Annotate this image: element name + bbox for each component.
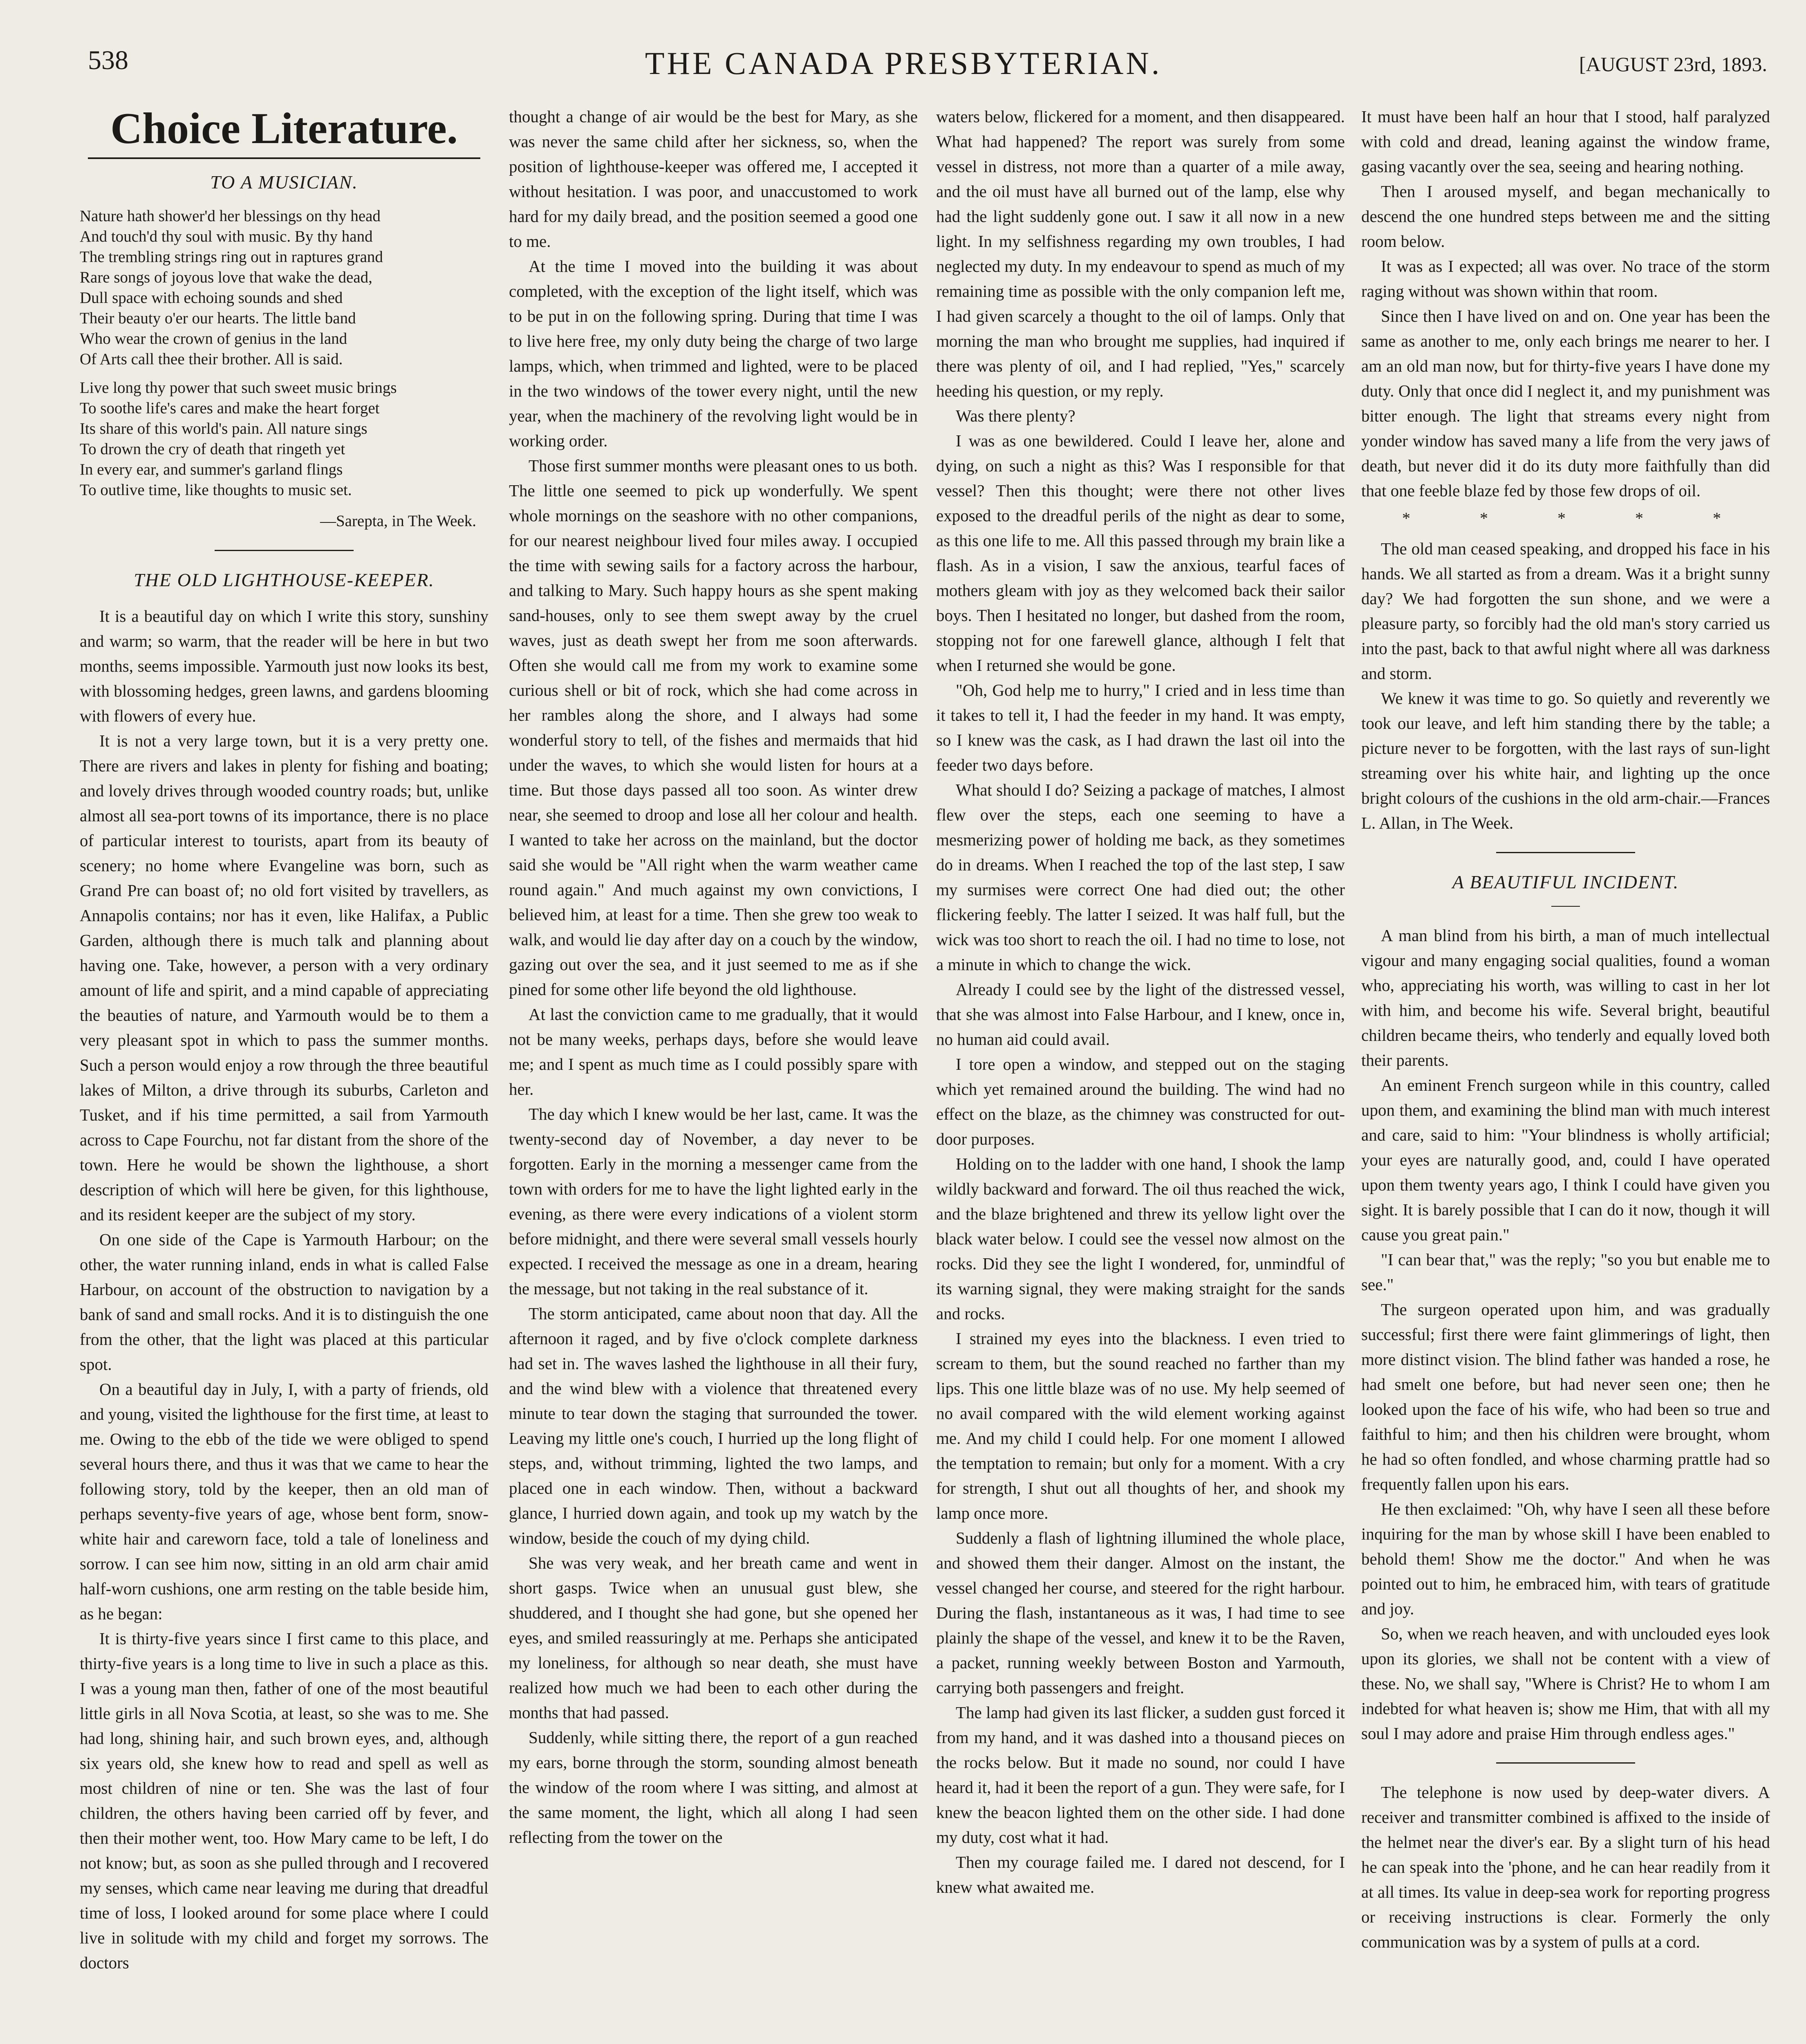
story-paragraph: Those first summer months were pleasant ones to us both. The little one seemed to pick up wonderfully. We spent whole mornings on the seashore with no other companions, for our nearest neighbour lived four miles away. I occupied the time with sewing sails for a factory across the harbour, and talking to Mary. Such happy hours as she spent making sand-houses, only to see them swept away by the cruel waves, just as death swept her from me soon afterwards. Often she would call me from my work to examine some curious shell or bit of rock, which she had come across in her rambles along the shore, and I always had some wonderful story to tell, of the fishes and mermaids that hid under the waves, to which she would listen for hours at a time. But those days passed all too soon. As winter drew near, she seemed to droop and lose all her colour and health. I wanted to take her across on the mainland, but the doctor said she would be "All right when the warm weather came round again." And much against my own convictions, I believed him, at least for a time. Then she grew too weak to walk, and would lie day after day on a couch by the window, gazing out over the sea, and it just seemed to me as if she pined for some other life beyond the old lighthouse.: [509, 456, 918, 999]
incident-paragraph: The surgeon operated upon him, and was gradually successful; first there were faint glimmerings of light, then more distinct vision. The blind father was handed a rose, he had smelt one before, but had never seen one; then he looked upon the face of his wife, who had been so true and faithful to him; and then his children were brought, whom he had so often fondled, and whose charming prattle had so frequently fallen upon his ears.: [1361, 1300, 1770, 1493]
incident-paragraph: An eminent French surgeon while in this country, called upon them, and examining the blind man with much interest and care, said to him: "Your blindness is wholly artificial; your eyes are naturally good, and, could I have operated upon them twenty years ago, I think I could have given you sight. It is barely possible that I can do it now, though it will cause you great pain.": [1361, 1076, 1770, 1244]
poem-attribution: —Sarepta, in The Week.: [320, 512, 476, 530]
poem-line: Its share of this world's pain. All nature sings: [80, 420, 367, 437]
story-paragraph: Already I could see by the light of the distressed vessel, that she was almost into False Harbour, and I knew, once in, no human aid could avail.: [936, 980, 1345, 1049]
page-number: 538: [88, 45, 128, 75]
poem-stanza: [80, 378, 488, 500]
story-paragraph: The lamp had given its last flicker, a sudden gust forced it from my hand, and it was dashed into a thousand pieces on the rocks below. But it made no sound, nor could I have heard it, had it been the report of a gun. They were safe, for I knew the beacon lighted them on the other side. I had done my duty, cost what it had.: [936, 1703, 1345, 1847]
story-paragraph: I was as one bewildered. Could I leave her, alone and dying, on such a night as this? Was I responsible for that vessel? Then this thought; were there not other lives exposed to the dreadful perils of the night as dear to some, as this one life to me. All this passed through my brain like a flash. As in a vision, I saw the anxious, tearful faces of mothers gleam with joy as they welcomed back their sailor boys. Then I hesitated no longer, but dashed from the room, stopping not for one farewell glance, although I felt that when I returned she would be gone.: [936, 431, 1345, 675]
story-paragraph: It is thirty-five years since I first came to this place, and thirty-five years is a long time to live in such a place as this. I was a young man then, father of one of the most beautiful little girls in all Nova Scotia, at least, so she was to me. She had long, shining hair, and such brown eyes, and, although six years old, she knew how to read and spell as well as most children of nine or ten. She was the last of four children, the others having been carried off by fever, and then their mother went, too. How Mary came to be left, I do not know; but, as soon as she pulled through and I recovered my senses, which came near leaving me during that dreadful time of loss, I looked around for some place where I could live in solitude with my child and forget my sorrows. The doctors: [80, 1629, 488, 1972]
section-break-stars: * * * * *: [1402, 509, 1754, 527]
story-paragraph: What should I do? Seizing a package of matches, I almost flew over the steps, each one seeming to have a mesmerizing power of holding me back, as they sometimes do in dreams. When I reached the top of the last step, I saw my surmises were correct One had died out; the other flickering feebly. The latter I seized. It was half full, but the wick was too short to reach the oil. I had no time to lose, not a minute in which to change the wick.: [936, 780, 1345, 974]
poem-line: Live long thy power that such sweet music brings: [80, 379, 397, 397]
poem-line: Who wear the crown of genius in the land: [80, 330, 347, 347]
poem-line: And touch'd thy soul with music. By thy hand: [80, 228, 373, 245]
story-paragraph: thought a change of air would be the best for Mary, as she was never the same child after her sickness, so, when the position of lighthouse-keeper was offered me, I accepted it without hesitation. I was poor, and unaccustomed to work hard for my daily bread, and the position seemed a good one to me.: [509, 107, 918, 251]
story-paragraph: On one side of the Cape is Yarmouth Harbour; on the other, the water running inland, ends in what is called False Harbour, on account of the obstruction to navigation by a bank of sand and small rocks. And it is to distinguish the one from the other, that the light was placed at this particular spot.: [80, 1230, 488, 1374]
incident-paragraph: "I can bear that," was the reply; "so you but enable me to see.": [1361, 1250, 1770, 1294]
story-paragraph: At last the conviction came to me gradually, that it would not be many weeks, perhaps days, before she would leave me; and I spent as much time as I could possibly spare with her.: [509, 1005, 918, 1098]
story-paragraph: The day which I knew would be her last, came. It was the twenty-second day of November, a day never to be forgotten. Early in the morning a messenger came from the town with orders for me to have the light lighted early in the evening, as there were every indications of a violent storm before midnight, and there were several small vessels hourly expected. I received the message as one in a dream, hearing the message, but not taking in the real substance of it.: [509, 1105, 918, 1298]
divider-rule: [1496, 1762, 1635, 1764]
story-paragraph: "Oh, God help me to hurry," I cried and in less time than it takes to tell it, I had the feeder in my hand. It was empty, so I knew was the cask, as I had drawn the last oil into the feeder two days before.: [936, 681, 1345, 774]
poem-line: Rare songs of joyous love that wake the dead,: [80, 269, 372, 286]
column-3: [936, 104, 1345, 2044]
story-paragraph: It must have been half an hour that I stood, half paralyzed with cold and dread, leaning against the window frame, gasing vacantly over the sea, seeing and hearing nothing.: [1361, 107, 1770, 176]
issue-date: [AUGUST 23rd, 1893.: [1579, 53, 1767, 76]
poem-line: In every ear, and summer's garland flings: [80, 461, 343, 478]
poem-line: The trembling strings ring out in raptures grand: [80, 248, 383, 266]
story-paragraph: I strained my eyes into the blackness. I even tried to scream to them, but the sound reached no farther than my lips. This one little blaze was of no use. My help seemed of no avail compared with the wild element working against me. And my child I could help. For one moment I allowed the temptation to remain; but only for a moment. With a cry for strength, I shut out all thoughts of her, and shook my lamp once more.: [936, 1329, 1345, 1522]
poem-title: TO A MUSICIAN.: [210, 172, 358, 193]
poem-line: To drown the cry of death that ringeth yet: [80, 440, 345, 458]
story-paragraph: It is not a very large town, but it is a very pretty one. There are rivers and lakes in plenty for fishing and boating; and lovely drives through wooded country roads; but, unlike almost all sea-port towns of its importance, there is no place of particular interest to tourists, apart from its beauty of scenery; no home where Evangeline was born, such as Grand Pre can boast of; no old fort visited by travellers, as Annapolis contains; nor has it even, like Halifax, a Public Garden, although there is much talk and planning about having one. Take, however, a person with a very ordinary amount of life and spirit, and a mind capable of appreciating the beauties of nature, and Yarmouth would be to them a very pleasant spot in which to pass the summer months. Such a person would enjoy a row through the three beautiful lakes of Milton, a drive through its suburbs, Carleton and Tusket, and if his time permitted, a sail from Yarmouth across to Cape Fourchu, not far distant from the shore of the town. Here he would be shown the lighthouse, a short description of which will here be given, for this lighthouse, and its resident keeper are the subject of my story.: [80, 731, 488, 1224]
story-paragraph: Suddenly a flash of lightning illumined the whole place, and showed them their danger. Almost on the instant, the vessel changed her course, and steered for the right harbour. During the flash, instantaneous as it was, I had time to see plainly the shape of the vessel, and knew it to be the Raven, a packet, running weekly between Boston and Yarmouth, carrying both passengers and freight.: [936, 1529, 1345, 1697]
story-paragraph: Suddenly, while sitting there, the report of a gun reached my ears, borne through the storm, sounding almost beneath the window of the room where I was sitting, and almost at the same moment, the light, which all along I had seen reflecting from the tower on the: [509, 1728, 918, 1847]
poem-line: To soothe life's cares and make the heart forget: [80, 399, 380, 417]
story-paragraph: Since then I have lived on and on. One year has been the same as another to me, only each brings me nearer to her. I am an old man now, but for thirty-five years I have done my duty. Only that once did I neglect it, and my punishment was bitter enough. The light that streams every night from yonder window has saved many a life from the very jaws of death, but never did it do its duty more faithfully than did that one feeble blaze fed by those few drops of oil.: [1361, 307, 1770, 500]
story-paragraph: Then I aroused myself, and began mechanically to descend the one hundred steps between me and the sitting room below.: [1361, 182, 1770, 251]
story-paragraph: It is a beautiful day on which I write this story, sunshiny and warm; so warm, that the reader will be here in but two months, seems impossible. Yarmouth just now looks its best, with blossoming hedges, green lawns, and gardens blooming with flowers of every hue.: [80, 607, 488, 725]
story-paragraph: She was very weak, and her breath came and went in short gasps. Twice when an unusual gust blew, she shuddered, and I thought she had gone, but she opened her eyes, and smiled reassuringly at me. Perhaps she anticipated my loneliness, for although so near death, she must have realized how much we had been to each other during the months that had passed.: [509, 1553, 918, 1722]
story-paragraph: At the time I moved into the building it was about completed, with the exception of the light itself, which was to be put in on the following spring. During that time I was to live here free, my only duty being the charge of two large lamps, which, when trimmed and lighted, were to be placed in the two windows of the tower every night, until the new year, when the machinery of the revolving light would be in working order.: [509, 257, 918, 450]
masthead: [0, 45, 1806, 98]
story-paragraph: On a beautiful day in July, I, with a party of friends, old and young, visited the lighthouse for the first time, at least to me. Owing to the ebb of the tide we were obliged to spend several hours there, and thus it was that we came to hear the following story, told by the keeper, then an old man of perhaps seventy-five years of age, whose bent form, snow-white hair and careworn face, told a tale of loneliness and sorrow. I can see him now, sitting in an old arm chair amid half-worn cushions, one arm resting on the table beside him, as he began:: [80, 1380, 488, 1623]
story-paragraph: It was as I expected; all was over. No trace of the storm raging without was shown within that room.: [1361, 257, 1770, 300]
section-heading-rule: [88, 157, 480, 159]
poem-line: Their beauty o'er our hearts. The little band: [80, 309, 356, 327]
poem-stanza: [80, 206, 488, 370]
incident-paragraph: He then exclaimed: "Oh, why have I seen all these before inquiring for the man by whose skill I have been enabled to behold them! Show me the doctor." And when he was pointed out to him, he embraced him, with tears of gratitude and joy.: [1361, 1499, 1770, 1618]
poem-line: To outlive time, like thoughts to music set.: [80, 481, 352, 499]
story-paragraph: The storm anticipated, came about noon that day. All the afternoon it raged, and by five o'clock complete darkness had set in. The waves lashed the lighthouse in all their fury, and the wind blew with a violence that threatened every minute to tear down the staging that surrounded the tower. Leaving my little one's couch, I hurried up the long flight of steps, and, without trimming, lighted the two lamps, and placed one in each window. Then, without a backward glance, I hurried down again, and took up my watch by the window, beside the couch of my dying child.: [509, 1304, 918, 1547]
story-title: THE OLD LIGHTHOUSE-KEEPER.: [134, 569, 435, 590]
story-paragraph: The old man ceased speaking, and dropped his face in his hands. We all started as from a dream. Was it a bright sunny day? We had forgotten the sun shone, and we were a pleasure party, so forcibly had the old man's story carried us into the past, back to that awful night where all was darkness and storm.: [1361, 539, 1770, 683]
journal-title: THE CANADA PRESBYTERIAN.: [645, 45, 1162, 81]
poem-line: Of Arts call thee their brother. All is said.: [80, 350, 343, 368]
divider-rule: [1496, 852, 1635, 853]
poem-line: Dull space with echoing sounds and shed: [80, 289, 343, 307]
incident-paragraph: A man blind from his birth, a man of much intellectual vigour and many engaging social qualities, found a woman who, appreciating his worth, was willing to cast in her lot with him, and become his wife. Several bright, beautiful children became theirs, who tenderly and equally loved both their parents.: [1361, 926, 1770, 1069]
column-1: [80, 104, 488, 2044]
story-paragraph: Holding on to the ladder with one hand, I shook the lamp wildly backward and forward. The oil thus reached the wick, and the blaze brightened and threw its yellow light over the black water below. I could see the vessel now almost on the rocks. Did they see the light I wondered, for, unmindful of its warning signal, they were making straight for the sands and rocks.: [936, 1154, 1345, 1323]
story-paragraph: We knew it was time to go. So quietly and reverently we took our leave, and left him standing there by the table; a picture never to be forgotten, with the last rays of sun-light streaming over his white hair, and lighting up the once bright colours of the cushions in the old arm-chair.—Frances L. Allan, in The Week.: [1361, 689, 1770, 832]
story-paragraph: Then my courage failed me. I dared not descend, for I knew what awaited me.: [936, 1853, 1345, 1896]
story-paragraph: Was there plenty?: [956, 406, 1076, 425]
incident-paragraph: So, when we reach heaven, and with unclouded eyes look upon its glories, we shall not be content with a view of these. No, we shall say, "Where is Christ? He to whom I am indebted for what heaven is; show me Him, that with all my soul I may adore and praise Him through endless ages.": [1361, 1624, 1770, 1743]
poem-line: Nature hath shower'd her blessings on thy head: [80, 207, 381, 225]
story-paragraph: waters below, flickered for a moment, and then disappeared. What had happened? The report was surely from some vessel in distress, not more than a quarter of a mile away, and the oil must have all burned out of the lamp, else why had the light suddenly gone out. I saw it all now in a new light. In my selfishness regarding my own troubles, I had neglected my duty. In my endeavour to spend as much of my remaining time as possible with the only companion left me, I had given scarcely a thought to the oil of lamps. Only that morning the man who brought me supplies, had inquired if there was plenty of oil, and I had replied, "Yes," scarcely heeding his question, or my reply.: [936, 107, 1345, 400]
title-underline: [1551, 906, 1580, 907]
incident-title: A BEAUTIFUL INCIDENT.: [1452, 872, 1679, 892]
column-2: [509, 104, 918, 2044]
divider-rule: [215, 550, 354, 551]
telephone-note: The telephone is now used by deep-water divers. A receiver and transmitter combined is affixed to the inside of the helmet near the diver's ear. By a slight turn of his head he can speak into the 'phone, and he can hear readily from it at all times. Its value in deep-sea work for reporting progress or receiving instructions is clear. Formerly the only communication was by a system of pulls at a cord.: [1361, 1783, 1770, 1951]
story-paragraph: I tore open a window, and stepped out on the staging which yet remained around the building. The wind had no effect on the blaze, as the chimney was constructed for out-door purposes.: [936, 1055, 1345, 1148]
poem-body: [80, 206, 488, 500]
section-heading: Choice Literature.: [110, 104, 458, 153]
column-4: [1361, 104, 1770, 2044]
